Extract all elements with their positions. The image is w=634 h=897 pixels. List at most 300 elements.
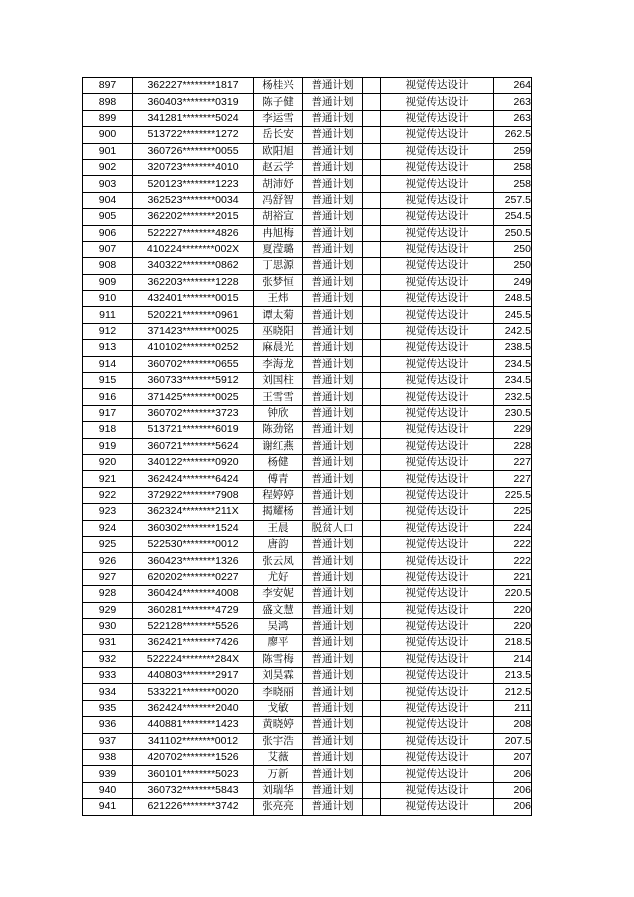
plan-type: 普通计划 [303, 504, 363, 520]
id-number: 410102********0252 [133, 340, 254, 356]
major-name: 视觉传达设计 [381, 651, 494, 667]
major-name: 视觉传达设计 [381, 78, 494, 94]
id-number: 371425********0025 [133, 389, 254, 405]
major-name: 视觉传达设计 [381, 536, 494, 552]
id-number: 360281********4729 [133, 602, 254, 618]
table-row [83, 192, 532, 208]
student-name: 陈雪梅 [254, 651, 303, 667]
empty-cell [363, 454, 381, 470]
score: 206 [494, 799, 532, 815]
major-name: 视觉传达设计 [381, 323, 494, 339]
table-row [83, 684, 532, 700]
major-name: 视觉传达设计 [381, 340, 494, 356]
id-number: 522224********284X [133, 651, 254, 667]
plan-type: 普通计划 [303, 323, 363, 339]
empty-cell [363, 471, 381, 487]
student-name: 刘瑞华 [254, 782, 303, 798]
student-name: 吴鸿 [254, 618, 303, 634]
id-number: 362203********1228 [133, 274, 254, 290]
table-row [83, 291, 532, 307]
id-number: 420702********1526 [133, 750, 254, 766]
table-row [83, 225, 532, 241]
major-name: 视觉传达设计 [381, 553, 494, 569]
table-row [83, 422, 532, 438]
id-number: 520123********1223 [133, 176, 254, 192]
row-number: 931 [83, 635, 133, 651]
student-name: 李安妮 [254, 586, 303, 602]
major-name: 视觉传达设计 [381, 602, 494, 618]
row-number: 917 [83, 405, 133, 421]
row-number: 905 [83, 209, 133, 225]
student-name: 冯舒智 [254, 192, 303, 208]
empty-cell [363, 684, 381, 700]
admission-table [82, 77, 532, 816]
id-number: 360732********5843 [133, 782, 254, 798]
score: 225.5 [494, 487, 532, 503]
score: 220 [494, 618, 532, 634]
row-number: 925 [83, 536, 133, 552]
major-name: 视觉传达设计 [381, 176, 494, 192]
plan-type: 普通计划 [303, 110, 363, 126]
empty-cell [363, 78, 381, 94]
score: 225 [494, 504, 532, 520]
table-row [83, 733, 532, 749]
empty-cell [363, 340, 381, 356]
empty-cell [363, 536, 381, 552]
plan-type: 普通计划 [303, 766, 363, 782]
id-number: 320723********4010 [133, 159, 254, 175]
major-name: 视觉传达设计 [381, 733, 494, 749]
row-number: 912 [83, 323, 133, 339]
id-number: 340122********0920 [133, 454, 254, 470]
student-name: 赵云学 [254, 159, 303, 175]
student-name: 陈劲铭 [254, 422, 303, 438]
major-name: 视觉传达设计 [381, 750, 494, 766]
id-number: 360403********0319 [133, 94, 254, 110]
score: 229 [494, 422, 532, 438]
row-number: 915 [83, 373, 133, 389]
plan-type: 普通计划 [303, 618, 363, 634]
row-number: 901 [83, 143, 133, 159]
plan-type: 普通计划 [303, 536, 363, 552]
major-name: 视觉传达设计 [381, 635, 494, 651]
table-row [83, 373, 532, 389]
empty-cell [363, 618, 381, 634]
plan-type: 普通计划 [303, 799, 363, 815]
row-number: 922 [83, 487, 133, 503]
score: 220.5 [494, 586, 532, 602]
plan-type: 普通计划 [303, 471, 363, 487]
score: 208 [494, 717, 532, 733]
score: 211 [494, 700, 532, 716]
row-number: 928 [83, 586, 133, 602]
plan-type: 普通计划 [303, 602, 363, 618]
table-row [83, 159, 532, 175]
score: 249 [494, 274, 532, 290]
id-number: 360726********0055 [133, 143, 254, 159]
student-name: 冉旭梅 [254, 225, 303, 241]
student-name: 王炜 [254, 291, 303, 307]
id-number: 360733********5912 [133, 373, 254, 389]
plan-type: 普通计划 [303, 454, 363, 470]
score: 221 [494, 569, 532, 585]
major-name: 视觉传达设计 [381, 258, 494, 274]
score: 263 [494, 110, 532, 126]
major-name: 视觉传达设计 [381, 389, 494, 405]
student-name: 尤好 [254, 569, 303, 585]
major-name: 视觉传达设计 [381, 569, 494, 585]
plan-type: 普通计划 [303, 307, 363, 323]
row-number: 927 [83, 569, 133, 585]
student-name: 谢红燕 [254, 438, 303, 454]
score: 263 [494, 94, 532, 110]
row-number: 940 [83, 782, 133, 798]
table-row [83, 356, 532, 372]
table-row [83, 241, 532, 257]
id-number: 360721********5624 [133, 438, 254, 454]
major-name: 视觉传达设计 [381, 94, 494, 110]
empty-cell [363, 422, 381, 438]
table-row [83, 504, 532, 520]
table-row [83, 176, 532, 192]
student-name: 张梦恒 [254, 274, 303, 290]
student-name: 刘国柱 [254, 373, 303, 389]
table-row [83, 471, 532, 487]
row-number: 898 [83, 94, 133, 110]
empty-cell [363, 635, 381, 651]
plan-type: 普通计划 [303, 389, 363, 405]
score: 234.5 [494, 356, 532, 372]
plan-type: 普通计划 [303, 487, 363, 503]
score: 232.5 [494, 389, 532, 405]
major-name: 视觉传达设计 [381, 291, 494, 307]
major-name: 视觉传达设计 [381, 241, 494, 257]
plan-type: 普通计划 [303, 241, 363, 257]
empty-cell [363, 291, 381, 307]
plan-type: 普通计划 [303, 635, 363, 651]
student-name: 盛文慧 [254, 602, 303, 618]
major-name: 视觉传达设计 [381, 307, 494, 323]
student-name: 揭耀杨 [254, 504, 303, 520]
table-row [83, 323, 532, 339]
score: 228 [494, 438, 532, 454]
table-row [83, 553, 532, 569]
student-name: 钟欣 [254, 405, 303, 421]
plan-type: 普通计划 [303, 209, 363, 225]
row-number: 933 [83, 668, 133, 684]
score: 238.5 [494, 340, 532, 356]
table-row [83, 274, 532, 290]
empty-cell [363, 799, 381, 815]
major-name: 视觉传达设计 [381, 520, 494, 536]
score: 234.5 [494, 373, 532, 389]
empty-cell [363, 668, 381, 684]
empty-cell [363, 127, 381, 143]
major-name: 视觉传达设计 [381, 127, 494, 143]
table-row [83, 110, 532, 126]
empty-cell [363, 504, 381, 520]
table-row [83, 668, 532, 684]
plan-type: 普通计划 [303, 373, 363, 389]
score: 258 [494, 159, 532, 175]
table-row [83, 340, 532, 356]
row-number: 924 [83, 520, 133, 536]
major-name: 视觉传达设计 [381, 274, 494, 290]
row-number: 936 [83, 717, 133, 733]
id-number: 440803********2917 [133, 668, 254, 684]
empty-cell [363, 569, 381, 585]
empty-cell [363, 110, 381, 126]
row-number: 916 [83, 389, 133, 405]
id-number: 410224********002X [133, 241, 254, 257]
student-name: 张亮亮 [254, 799, 303, 815]
score: 250 [494, 258, 532, 274]
row-number: 934 [83, 684, 133, 700]
score: 222 [494, 553, 532, 569]
student-name: 廖平 [254, 635, 303, 651]
empty-cell [363, 586, 381, 602]
student-name: 刘昊霖 [254, 668, 303, 684]
table-row [83, 520, 532, 536]
row-number: 935 [83, 700, 133, 716]
student-name: 胡沛妤 [254, 176, 303, 192]
table-row [83, 487, 532, 503]
student-name: 唐韵 [254, 536, 303, 552]
table-row [83, 799, 532, 815]
empty-cell [363, 651, 381, 667]
plan-type: 普通计划 [303, 159, 363, 175]
id-number: 522227********4826 [133, 225, 254, 241]
table-row [83, 602, 532, 618]
table-row [83, 569, 532, 585]
id-number: 513722********1272 [133, 127, 254, 143]
student-name: 胡裕宣 [254, 209, 303, 225]
major-name: 视觉传达设计 [381, 110, 494, 126]
id-number: 360702********0655 [133, 356, 254, 372]
id-number: 360702********3723 [133, 405, 254, 421]
score: 230.5 [494, 405, 532, 421]
student-name: 杨健 [254, 454, 303, 470]
table-row [83, 536, 532, 552]
id-number: 522128********5526 [133, 618, 254, 634]
row-number: 914 [83, 356, 133, 372]
plan-type: 普通计划 [303, 127, 363, 143]
student-name: 谭太菊 [254, 307, 303, 323]
id-number: 362424********6424 [133, 471, 254, 487]
row-number: 909 [83, 274, 133, 290]
empty-cell [363, 307, 381, 323]
table-row [83, 651, 532, 667]
plan-type: 普通计划 [303, 356, 363, 372]
student-name: 夏滢璐 [254, 241, 303, 257]
row-number: 907 [83, 241, 133, 257]
id-number: 533221********0020 [133, 684, 254, 700]
score: 222 [494, 536, 532, 552]
empty-cell [363, 782, 381, 798]
plan-type: 普通计划 [303, 192, 363, 208]
empty-cell [363, 602, 381, 618]
plan-type: 普通计划 [303, 668, 363, 684]
id-number: 360423********1326 [133, 553, 254, 569]
row-number: 918 [83, 422, 133, 438]
student-name: 程婷婷 [254, 487, 303, 503]
id-number: 620202********0227 [133, 569, 254, 585]
row-number: 941 [83, 799, 133, 815]
empty-cell [363, 323, 381, 339]
empty-cell [363, 143, 381, 159]
empty-cell [363, 389, 381, 405]
empty-cell [363, 192, 381, 208]
major-name: 视觉传达设计 [381, 684, 494, 700]
row-number: 923 [83, 504, 133, 520]
major-name: 视觉传达设计 [381, 356, 494, 372]
plan-type: 普通计划 [303, 651, 363, 667]
row-number: 926 [83, 553, 133, 569]
id-number: 341102********0012 [133, 733, 254, 749]
row-number: 904 [83, 192, 133, 208]
empty-cell [363, 553, 381, 569]
table-row [83, 782, 532, 798]
row-number: 899 [83, 110, 133, 126]
table-row [83, 618, 532, 634]
score: 259 [494, 143, 532, 159]
empty-cell [363, 405, 381, 421]
id-number: 432401********0015 [133, 291, 254, 307]
plan-type: 普通计划 [303, 340, 363, 356]
empty-cell [363, 487, 381, 503]
student-name: 傅青 [254, 471, 303, 487]
table-row [83, 454, 532, 470]
table-row [83, 389, 532, 405]
id-number: 360424********4008 [133, 586, 254, 602]
table-row [83, 750, 532, 766]
major-name: 视觉传达设计 [381, 454, 494, 470]
plan-type: 普通计划 [303, 405, 363, 421]
plan-type: 普通计划 [303, 291, 363, 307]
major-name: 视觉传达设计 [381, 700, 494, 716]
major-name: 视觉传达设计 [381, 487, 494, 503]
major-name: 视觉传达设计 [381, 209, 494, 225]
empty-cell [363, 159, 381, 175]
plan-type: 普通计划 [303, 94, 363, 110]
student-name: 李晓丽 [254, 684, 303, 700]
table-row [83, 94, 532, 110]
score: 214 [494, 651, 532, 667]
score: 227 [494, 454, 532, 470]
student-name: 岳长安 [254, 127, 303, 143]
student-name: 黄晓婷 [254, 717, 303, 733]
row-number: 913 [83, 340, 133, 356]
row-number: 920 [83, 454, 133, 470]
major-name: 视觉传达设计 [381, 799, 494, 815]
plan-type: 普通计划 [303, 717, 363, 733]
major-name: 视觉传达设计 [381, 438, 494, 454]
id-number: 360101********5023 [133, 766, 254, 782]
student-name: 丁思源 [254, 258, 303, 274]
admission-table-body [83, 78, 532, 816]
score: 212.5 [494, 684, 532, 700]
plan-type: 普通计划 [303, 733, 363, 749]
row-number: 900 [83, 127, 133, 143]
id-number: 513721********6019 [133, 422, 254, 438]
student-name: 李海龙 [254, 356, 303, 372]
score: 262.5 [494, 127, 532, 143]
table-row [83, 258, 532, 274]
plan-type: 普通计划 [303, 422, 363, 438]
plan-type: 脱贫人口 [303, 520, 363, 536]
id-number: 520221********0961 [133, 307, 254, 323]
empty-cell [363, 766, 381, 782]
score: 218.5 [494, 635, 532, 651]
score: 250.5 [494, 225, 532, 241]
table-row [83, 78, 532, 94]
major-name: 视觉传达设计 [381, 422, 494, 438]
id-number: 362424********2040 [133, 700, 254, 716]
score: 250 [494, 241, 532, 257]
student-name: 麻晨光 [254, 340, 303, 356]
score: 227 [494, 471, 532, 487]
table-row [83, 717, 532, 733]
major-name: 视觉传达设计 [381, 782, 494, 798]
student-name: 陈子健 [254, 94, 303, 110]
student-name: 张宇浩 [254, 733, 303, 749]
score: 254.5 [494, 209, 532, 225]
student-name: 艾薇 [254, 750, 303, 766]
plan-type: 普通计划 [303, 684, 363, 700]
plan-type: 普通计划 [303, 78, 363, 94]
table-row [83, 127, 532, 143]
table-row [83, 766, 532, 782]
empty-cell [363, 700, 381, 716]
id-number: 621226********3742 [133, 799, 254, 815]
empty-cell [363, 258, 381, 274]
empty-cell [363, 373, 381, 389]
empty-cell [363, 356, 381, 372]
id-number: 372922********7908 [133, 487, 254, 503]
row-number: 938 [83, 750, 133, 766]
id-number: 341281********5024 [133, 110, 254, 126]
plan-type: 普通计划 [303, 258, 363, 274]
table-row [83, 635, 532, 651]
student-name: 杨桂兴 [254, 78, 303, 94]
plan-type: 普通计划 [303, 750, 363, 766]
major-name: 视觉传达设计 [381, 405, 494, 421]
student-name: 欧阳旭 [254, 143, 303, 159]
student-name: 王晨 [254, 520, 303, 536]
major-name: 视觉传达设计 [381, 471, 494, 487]
score: 257.5 [494, 192, 532, 208]
score: 207.5 [494, 733, 532, 749]
id-number: 362202********2015 [133, 209, 254, 225]
plan-type: 普通计划 [303, 143, 363, 159]
plan-type: 普通计划 [303, 553, 363, 569]
student-name: 张云凤 [254, 553, 303, 569]
row-number: 902 [83, 159, 133, 175]
plan-type: 普通计划 [303, 176, 363, 192]
score: 264 [494, 78, 532, 94]
row-number: 903 [83, 176, 133, 192]
student-name: 万新 [254, 766, 303, 782]
score: 206 [494, 766, 532, 782]
id-number: 340322********0862 [133, 258, 254, 274]
row-number: 908 [83, 258, 133, 274]
student-name: 王雪雪 [254, 389, 303, 405]
empty-cell [363, 520, 381, 536]
plan-type: 普通计划 [303, 782, 363, 798]
score: 248.5 [494, 291, 532, 307]
table-row [83, 586, 532, 602]
plan-type: 普通计划 [303, 438, 363, 454]
